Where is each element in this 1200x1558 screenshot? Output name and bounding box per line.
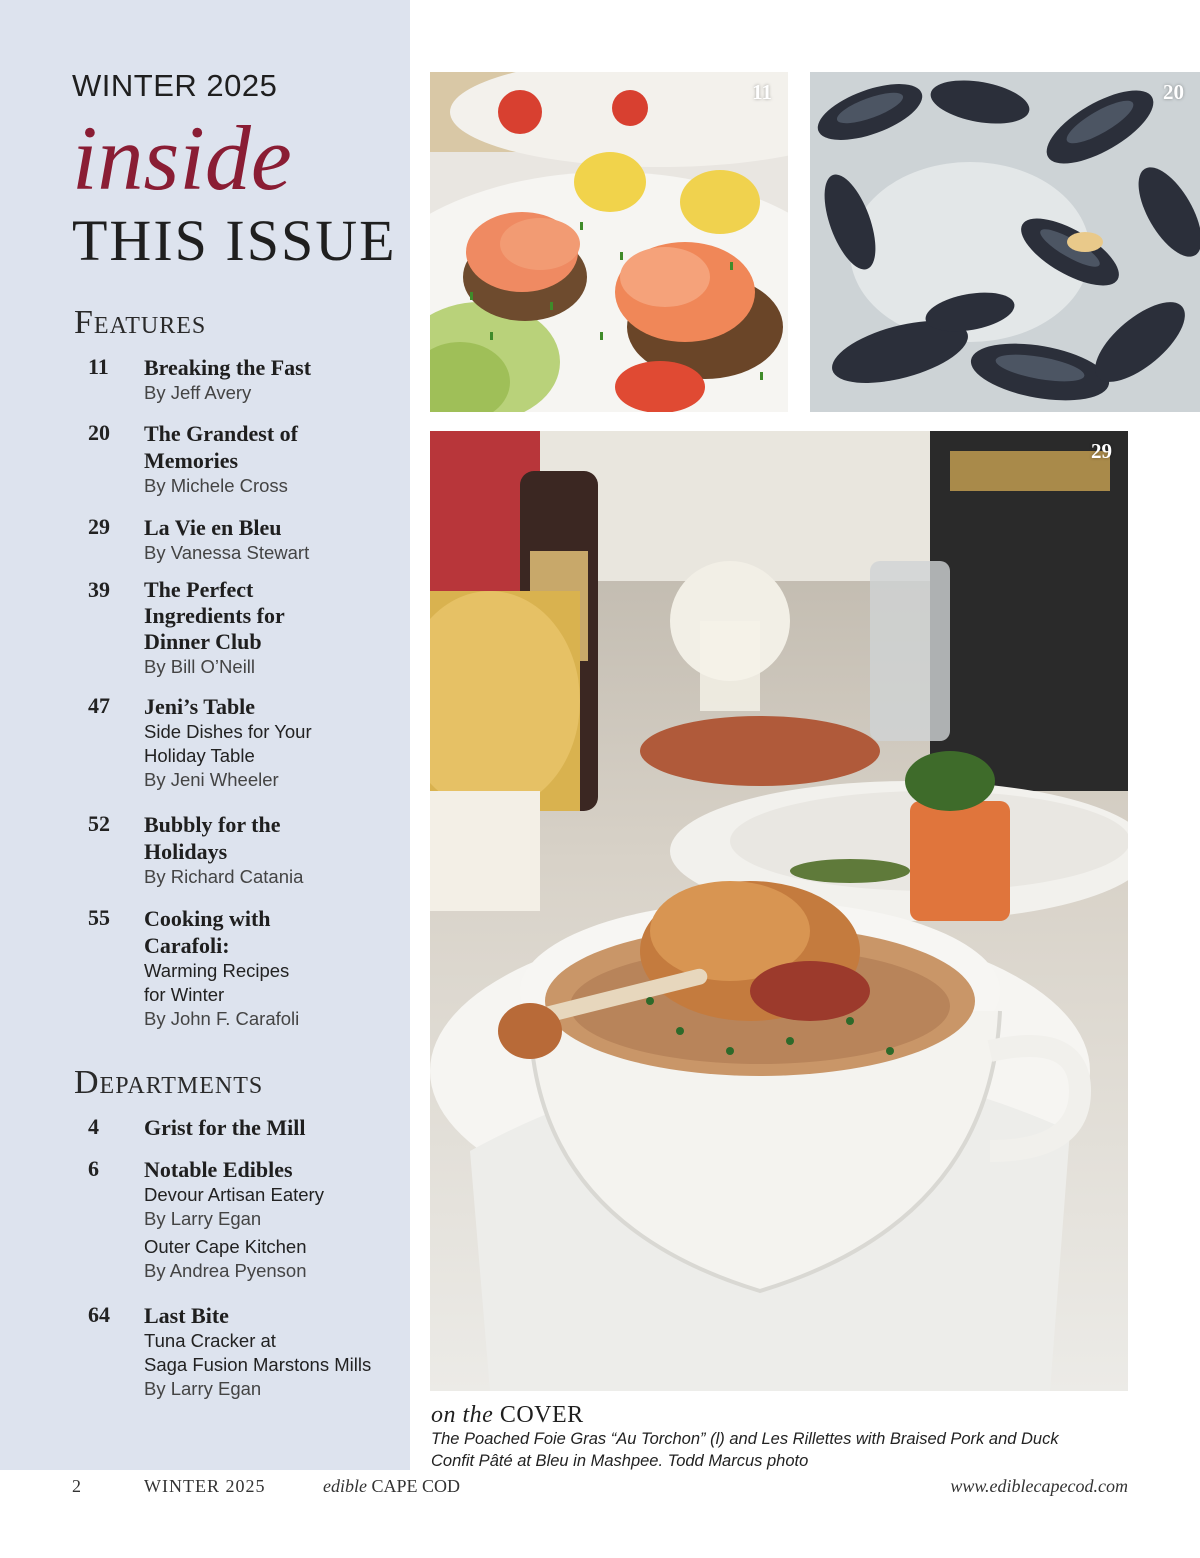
- byline: By Andrea Pyenson: [144, 1260, 307, 1281]
- page-number: 64: [88, 1302, 110, 1327]
- departments-heading: Departments: [74, 1064, 264, 1101]
- department-title: Last Bite: [144, 1303, 229, 1328]
- mussels-illustration: [810, 72, 1200, 412]
- features-heading: Features: [74, 304, 207, 341]
- article-title: Memories: [144, 448, 239, 473]
- article-subtitle: Side Dishes for Your: [144, 721, 312, 742]
- cover-lead: on the: [431, 1402, 494, 1428]
- article-title: Holidays: [144, 839, 228, 864]
- byline: By Larry Egan: [144, 1208, 262, 1229]
- website-link[interactable]: www.ediblecapecod.com: [950, 1476, 1128, 1496]
- byline: By Richard Catania: [144, 866, 304, 887]
- department-subtitle: Tuna Cracker at: [144, 1330, 276, 1351]
- byline: By Vanessa Stewart: [144, 542, 310, 563]
- byline: By Jeff Avery: [144, 382, 252, 403]
- page-number: 11: [88, 354, 109, 379]
- department-subtitle: Saga Fusion Marstons Mills: [144, 1354, 372, 1375]
- byline: By Bill O’Neill: [144, 656, 256, 677]
- this-issue-title: THIS ISSUE: [72, 208, 397, 273]
- photo-page-number: 29: [1091, 439, 1112, 463]
- article-title: The Perfect: [144, 577, 254, 602]
- folio-magazine-name: [323, 1476, 460, 1497]
- article-subtitle: Holiday Table: [144, 745, 255, 766]
- article-title: The Grandest of: [144, 421, 298, 446]
- article-title: Jeni’s Table: [144, 694, 256, 719]
- article-title: Dinner Club: [144, 629, 262, 654]
- cover-caption-line: The Poached Foie Gras “Au Torchon” (l) and Les Rillettes with Braised Pork and Duck: [431, 1430, 1059, 1448]
- mussels-photo[interactable]: [810, 72, 1200, 412]
- article-subtitle: for Winter: [144, 984, 225, 1005]
- cover-photo[interactable]: [430, 431, 1128, 1391]
- issue-season: WINTER 2025: [72, 68, 278, 103]
- inside-title: inside: [72, 107, 292, 209]
- article-subtitle: Warming Recipes: [144, 960, 290, 981]
- cover-dish-illustration: [430, 431, 1128, 1391]
- magazine-name-rest: CAPE COD: [366, 1476, 460, 1496]
- article-title: Breaking the Fast: [144, 355, 312, 380]
- department-title: Grist for the Mill: [144, 1115, 306, 1140]
- article-title: Carafoli:: [144, 933, 230, 958]
- article-title: Cooking with: [144, 906, 271, 931]
- byline: By John F. Carafoli: [144, 1008, 300, 1029]
- department-subtitle: Outer Cape Kitchen: [144, 1236, 307, 1257]
- salmon-photo[interactable]: [430, 72, 788, 412]
- on-the-cover-heading: [431, 1402, 584, 1429]
- cover-caption-line: Confit Pâté at Bleu in Mashpee. Todd Marcus photo: [431, 1452, 809, 1470]
- page-number: 4: [88, 1114, 99, 1139]
- byline: By Jeni Wheeler: [144, 769, 279, 790]
- byline: By Larry Egan: [144, 1378, 262, 1399]
- page-number: 6: [88, 1156, 99, 1181]
- salmon-illustration: [430, 72, 788, 412]
- cover-word: COVER: [499, 1402, 584, 1428]
- department-subtitle: Devour Artisan Eatery: [144, 1184, 324, 1205]
- page-number: 39: [88, 577, 110, 602]
- article-title: La Vie en Bleu: [144, 515, 282, 540]
- contents-sidebar: [0, 0, 410, 1470]
- folio-season: WINTER 2025: [144, 1476, 266, 1496]
- photo-page-number: 20: [1163, 80, 1184, 104]
- page-number: 52: [88, 811, 110, 836]
- department-title: Notable Edibles: [144, 1157, 293, 1182]
- folio-page-number: 2: [72, 1476, 81, 1496]
- magazine-name-italic: edible: [323, 1476, 367, 1496]
- page-number: 55: [88, 905, 110, 930]
- byline: By Michele Cross: [144, 475, 288, 496]
- article-title: Ingredients for: [144, 603, 285, 628]
- cover-caption: [431, 1428, 1131, 1472]
- page-number: 47: [88, 693, 110, 718]
- page-number: 20: [88, 420, 110, 445]
- photo-page-number: 11: [752, 80, 772, 104]
- article-title: Bubbly for the: [144, 812, 281, 837]
- page-number: 29: [88, 514, 110, 539]
